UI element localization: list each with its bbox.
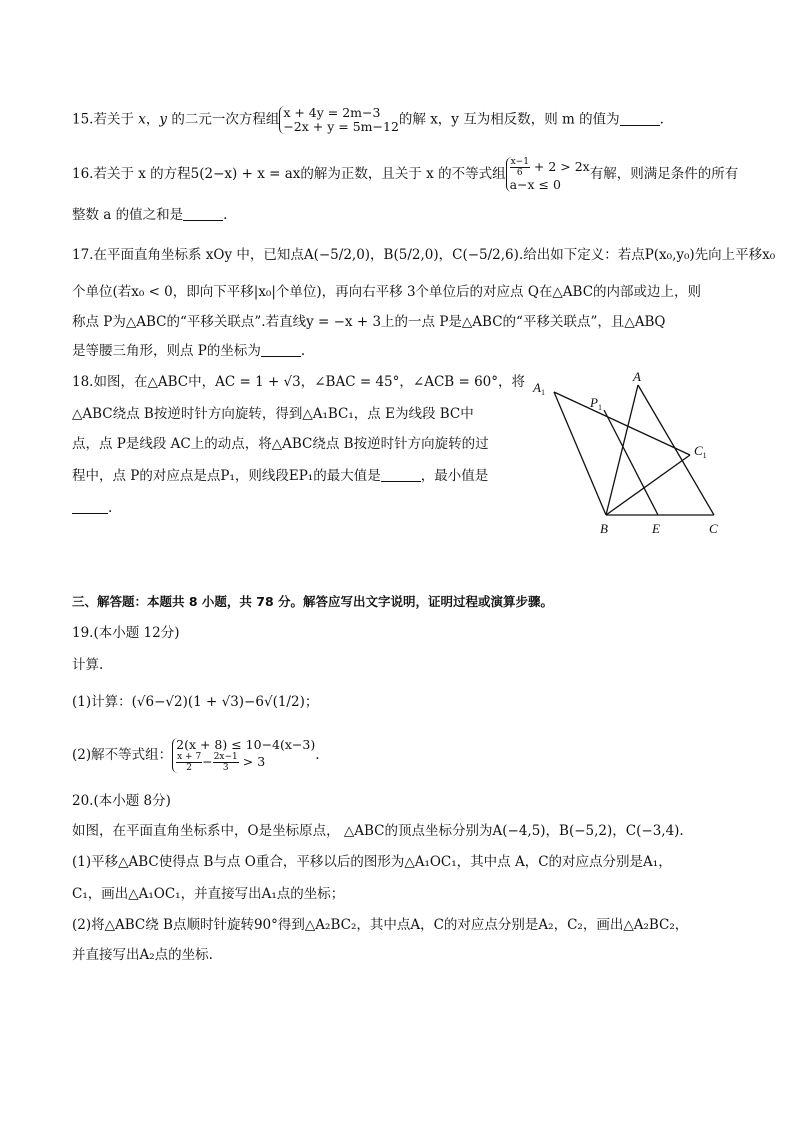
q18-line2: △ABC绕点 B按逆时针方向旋转，得到△A₁BC₁，点 E为线段 BC中 xyxy=(72,406,474,422)
q19-part1-end: ； xyxy=(304,694,319,710)
q19-frac1 xyxy=(176,752,202,773)
q16-ineq1 xyxy=(510,157,590,178)
q16-frac-den: 6 xyxy=(516,168,523,178)
q17-end: . xyxy=(300,343,306,359)
q18-min-blank[interactable] xyxy=(72,499,108,514)
q18-end: . xyxy=(108,500,113,516)
q19-frac1-num: x + 7 xyxy=(177,752,202,762)
q15-end: . xyxy=(659,111,664,128)
q16-inequality-system xyxy=(506,157,590,192)
q15-suffix: 的解 x，y 互为相反数，则 m 的值为 xyxy=(398,111,620,128)
q15-line xyxy=(72,106,664,134)
section3-title: 三、解答题：本题共 8 小题，共 78 分。解答应写出文字说明，证明过程或演算步骤。 xyxy=(72,594,554,609)
q16-line1 xyxy=(72,157,738,192)
q17-line1: 17.在平面直角坐标系 xOy 中，已知点A(−5/2,0)，B(5/2,0)，C(−5/2,6).给出如下定义：若点P(x₀,y₀)先向上平移x₀ xyxy=(72,247,776,263)
q15-mid: 的二元一次方程组 xyxy=(167,111,280,128)
q17-answer-blank[interactable] xyxy=(261,342,301,357)
q16-line2-text: 整数 a 的值之和是 xyxy=(72,207,184,223)
q15-eq1: x + 4y = 2m−3 xyxy=(283,105,381,120)
q16-fraction xyxy=(510,157,530,178)
q19-part2 xyxy=(72,738,320,773)
q19-intro: 计算. xyxy=(72,657,104,673)
q19-frac1-den: 2 xyxy=(186,763,193,773)
q20-header: 20.(本小题 8分) xyxy=(72,793,171,809)
q16-ineq2: a−x ≤ 0 xyxy=(509,177,561,192)
label-a1: $A_1$ xyxy=(533,380,545,397)
q15-x: x xyxy=(138,111,146,128)
label-a: A xyxy=(633,370,641,384)
q20-line5: 并直接写出A₂点的坐标. xyxy=(72,947,213,963)
q16-prefix: 16.若关于 x 的方程 xyxy=(72,166,191,182)
q16-line2 xyxy=(72,205,227,225)
q17-line4-text: 是等腰三角形，则点 P的坐标为 xyxy=(72,343,261,359)
q16-suffix: 有解，则满足条件的所有 xyxy=(589,166,739,182)
q19-ineq2 xyxy=(176,752,315,773)
q19-header: 19.(本小题 12分) xyxy=(72,625,180,641)
q20-line1: 如图，在平面直角坐标系中，O是坐标原点， △ABC的顶点坐标分别为A(−4,5)，B(−5,2)，C(−3,4). xyxy=(72,823,684,839)
q16-ineq1-rest: + 2 > 2x xyxy=(533,159,590,174)
label-b: B xyxy=(600,521,608,536)
q16-end: . xyxy=(223,207,228,223)
q18-max-blank[interactable] xyxy=(381,467,421,482)
q15-answer-blank[interactable] xyxy=(620,111,660,126)
label-p1: $P_1$ xyxy=(590,395,602,412)
q16-frac-num: x−1 xyxy=(510,157,529,167)
q19-part1-text: (1)计算：(√6−√2)(1 + √3)−6 xyxy=(72,694,264,710)
q19-inequality-system xyxy=(172,738,315,773)
q15-y: y xyxy=(159,111,168,128)
q15-comma: ， xyxy=(145,111,160,128)
q19-frac2-num: 2x−1 xyxy=(213,752,238,762)
q19-ineq2-rest: > 3 xyxy=(242,754,266,769)
q19-frac2-den: 3 xyxy=(222,763,229,773)
q19-frac2 xyxy=(213,752,239,773)
q16-equation: 5(2−x) + x = ax xyxy=(190,166,301,182)
q19-part2-end: . xyxy=(315,747,320,763)
q18-geometry-figure xyxy=(528,370,728,540)
label-c1: $C_1$ xyxy=(694,443,707,460)
q16-mid: 的解为正数，且关于 x 的不等式组 xyxy=(300,166,506,182)
q18-line3: 点，点 P是线段 AC上的动点，将△ABC绕点 B按逆时针方向旋转的过 xyxy=(72,436,489,452)
label-e: E xyxy=(652,521,660,536)
q18-line4-text: 程中，点 P的对应点是点P₁，则线段EP₁的最大值是 xyxy=(72,468,381,484)
q18-line4b-text: ，最小值是 xyxy=(420,468,489,484)
q18-line4 xyxy=(72,466,488,486)
q20-line3: C₁，画出△A₁OC₁，并直接写出A₁点的坐标； xyxy=(72,886,345,902)
q19-ineq1: 2(x + 8) ≤ 10−4(x−3) xyxy=(176,737,316,752)
q15-prefix: 15.若关于 xyxy=(72,111,139,128)
q20-line2: (1)平移△ABC使得点 B与点 O重合，平移以后的图形为△A₁OC₁，其中点 A，C的对应点分别是A₁， xyxy=(72,854,672,870)
q16-answer-blank[interactable] xyxy=(183,206,223,221)
q15-equation-system xyxy=(279,106,399,134)
q19-part1-root: √(1/2) xyxy=(263,694,305,710)
q18-line5 xyxy=(72,498,112,518)
q15-eq2: −2x + y = 5m−12 xyxy=(283,119,399,134)
q17-line2: 个单位(若x₀ < 0，即向下平移|x₀|个单位)，再向右平移 3个单位后的对应点 Q在△ABC的内部或边上，则 xyxy=(72,284,702,300)
q18-line1: 18.如图，在△ABC中，AC = 1 + √3，∠BAC = 45°，∠ACB = 60°，将 xyxy=(72,374,526,390)
q19-part1 xyxy=(72,692,318,712)
q17-line4 xyxy=(72,341,305,361)
q20-line4: (2)将△ABC绕 B点顺时针旋转90°得到△A₂BC₂，其中点A，C的对应点分别是A₂，C₂，画出△A₂BC₂， xyxy=(72,917,689,933)
q19-minus: − xyxy=(202,754,213,769)
q19-part2-text: (2)解不等式组： xyxy=(72,747,173,763)
q17-line3: 称点 P为△ABC的“平移关联点”.若直线y = −x + 3上的一点 P是△ABC的“平移关联点”，且△ABQ xyxy=(72,314,666,330)
segment-p1-e xyxy=(604,410,658,515)
label-c: C xyxy=(709,521,718,536)
